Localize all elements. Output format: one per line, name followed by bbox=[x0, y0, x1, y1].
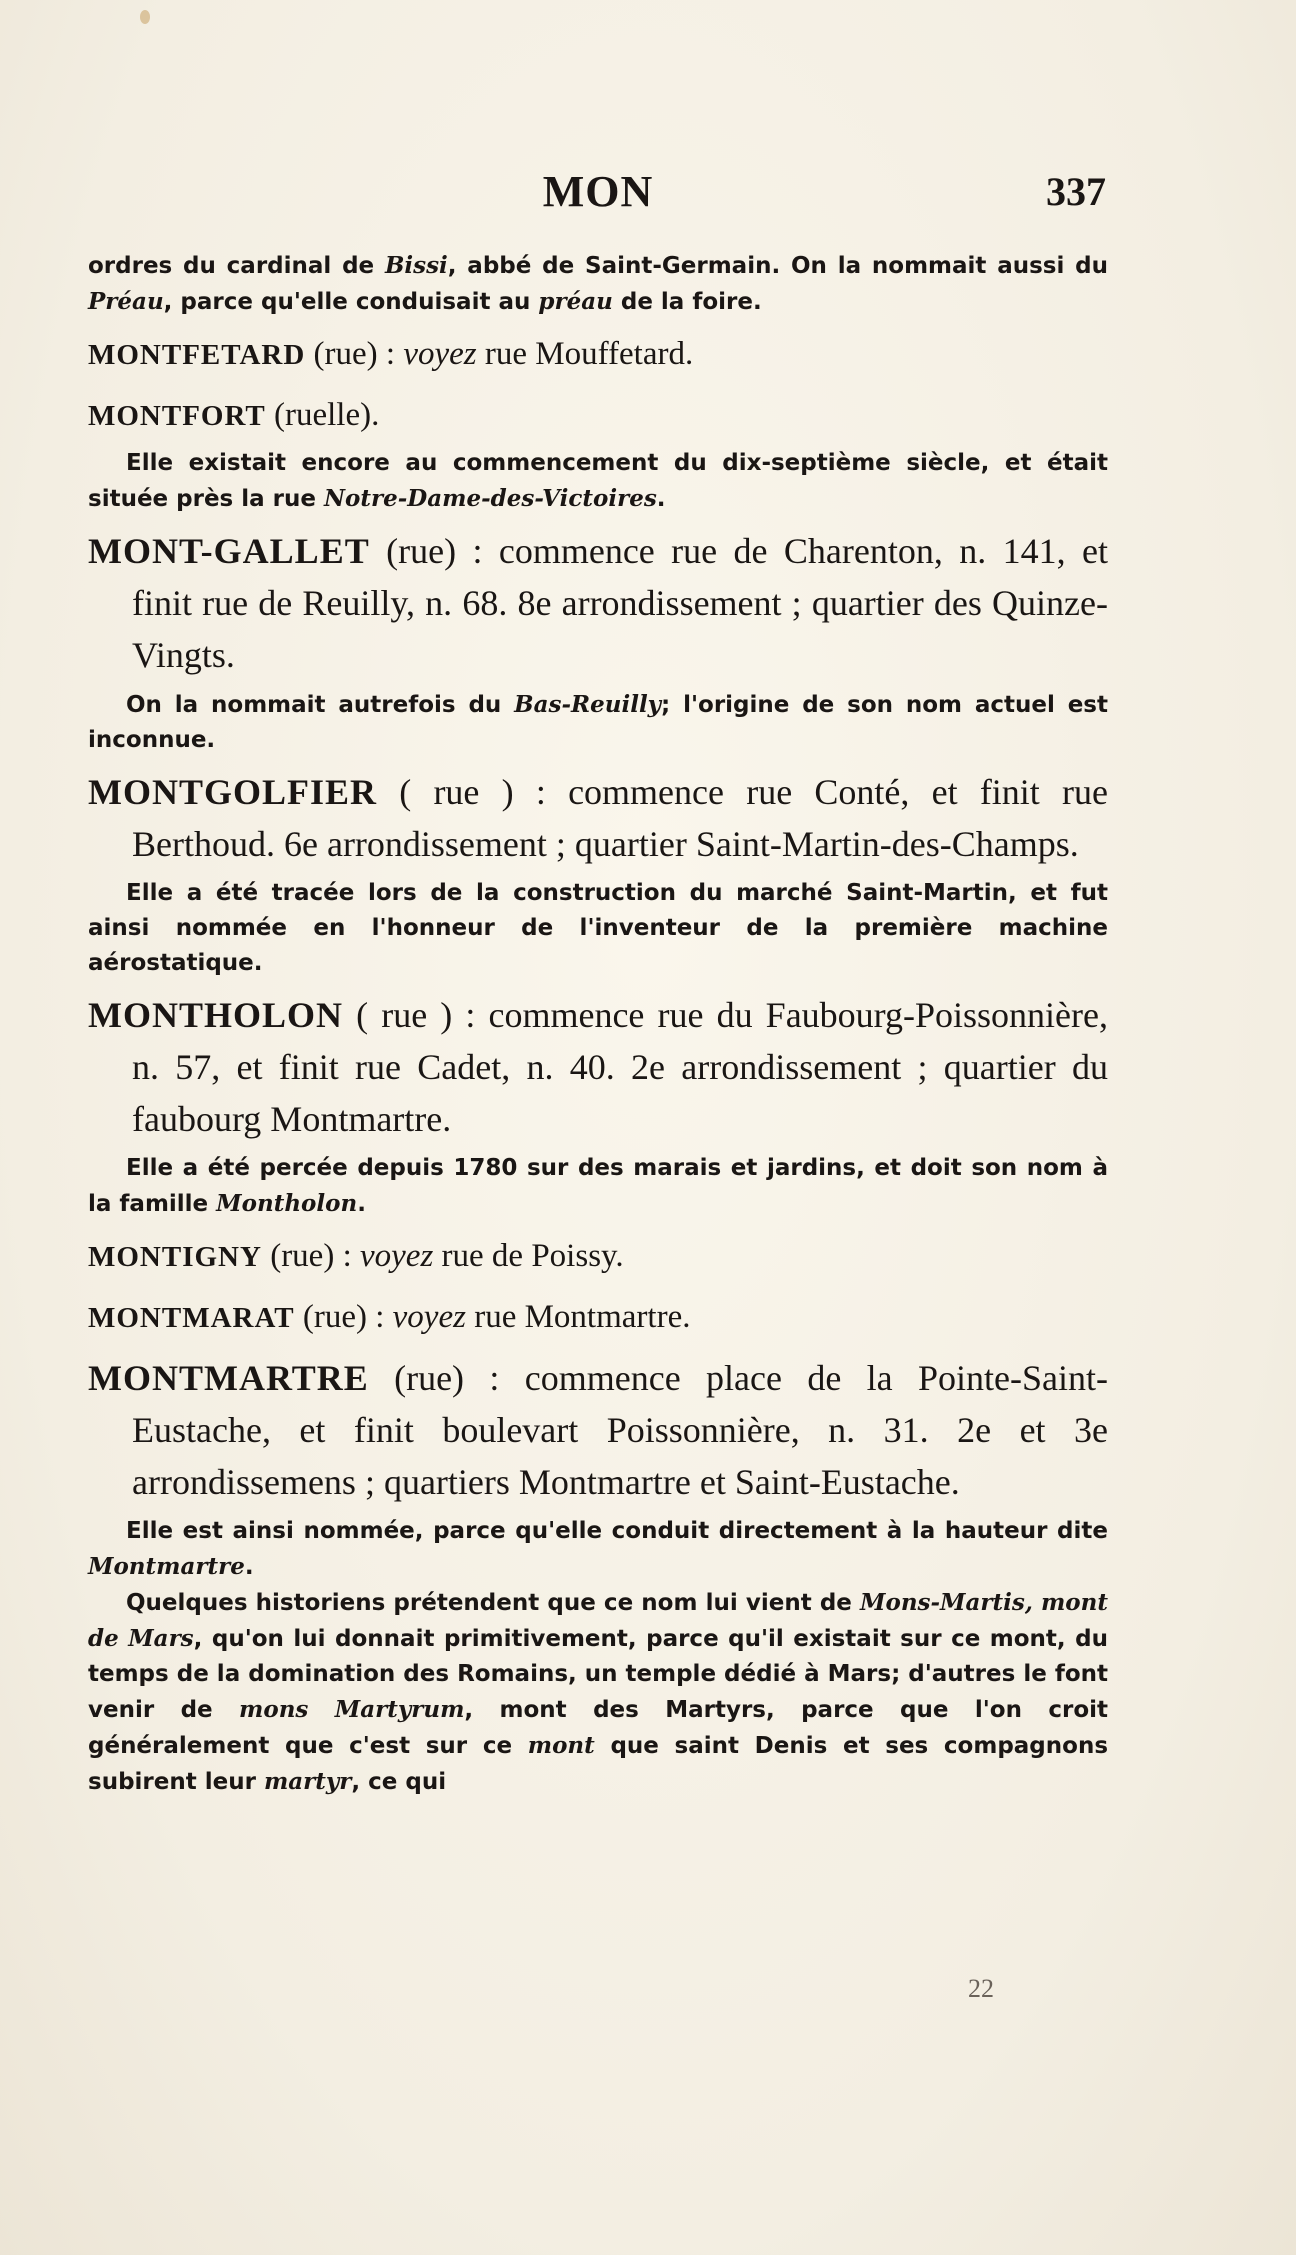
page-header bbox=[90, 166, 1106, 216]
entry-note: Quelques historiens prétendent que ce nom lui vient de Mons-Martis, mont de Mars, qu'on lui donnait primitivement, parce qu'il existait sur ce mont, du temps de la domination des Romains, un temple dédié à Mars; d'autres le font venir de mons Martyrum, mont des Martyrs, parce que l'on croit généralement que c'est sur ce mont que saint Denis et ses compagnons subirent leur martyr, ce qui bbox=[88, 1589, 1109, 1795]
entry-note: Elle est ainsi nommée, parce qu'elle conduit directement à la hauteur dite Montmartre. bbox=[88, 1518, 1108, 1580]
entry-key: MONTFORT bbox=[88, 400, 266, 432]
running-head: MON bbox=[542, 167, 654, 216]
entry-mont-gallet: MONT-GALLET (rue) : commence rue de Charenton, n. 141, et finit rue de Reuilly, n. 68. 8e arrondissement ; quartier des Quinze-Vingts. bbox=[88, 531, 1108, 675]
entry-note: On la nommait autrefois du Bas-Reuilly; l'origine de son nom actuel est inconnue. bbox=[88, 691, 1108, 753]
ink-spot bbox=[140, 10, 150, 24]
entry-note: Elle existait encore au commencement du dix-septième siècle, et était située près la rue Notre-Dame-des-Victoires. bbox=[88, 450, 1108, 512]
entry-key: MONTMARAT bbox=[88, 1302, 295, 1334]
entry-note: Elle a été percée depuis 1780 sur des marais et jardins, et doit son nom à la famille Montholon. bbox=[88, 1155, 1108, 1217]
continued-note: ordres du cardinal de Bissi, abbé de Saint-Germain. On la nommait aussi du Préau, parce qu'elle conduisait au préau de la foire. bbox=[88, 252, 1108, 315]
entry-montgolfier: MONTGOLFIER ( rue ) : commence rue Conté, et finit rue Berthoud. 6e arrondissement ; quartier Saint-Martin-des-Champs. bbox=[88, 772, 1108, 864]
entry-montmartre: MONTMARTRE (rue) : commence place de la Pointe-Saint-Eustache, et finit boulevart Poissonnière, n. 31. 2e et 3e arrondissemens ; quartiers Montmartre et Saint-Eustache. bbox=[88, 1358, 1108, 1502]
entry-note: Elle a été tracée lors de la construction du marché Saint-Martin, et fut ainsi nommée en l'honneur de l'inventeur de la première machine aérostatique. bbox=[88, 880, 1108, 976]
page-number: 337 bbox=[1046, 169, 1106, 214]
signature-mark: 22 bbox=[968, 1974, 994, 2003]
entry-key: MONTHOLON bbox=[88, 995, 344, 1035]
entry-montfetard: MONTFETARD (rue) : voyez rue Mouffetard. bbox=[88, 336, 694, 372]
entry-montmarat: MONTMARAT (rue) : voyez rue Montmartre. bbox=[88, 1299, 691, 1335]
entry-key: MONTMARTRE bbox=[88, 1358, 369, 1398]
entry-montholon: MONTHOLON ( rue ) : commence rue du Faubourg-Poissonnière, n. 57, et finit rue Cadet, n. 40. 2e arrondissement ; quartier du faubourg Montmartre. bbox=[88, 995, 1108, 1139]
entry-key: MONTGOLFIER bbox=[88, 772, 378, 812]
entry-key: MONTFETARD bbox=[88, 339, 306, 371]
entry-montigny: MONTIGNY (rue) : voyez rue de Poissy. bbox=[88, 1238, 624, 1274]
entry-montfort: MONTFORT (ruelle). bbox=[88, 397, 380, 433]
entry-key: MONT-GALLET bbox=[88, 531, 370, 571]
entry-key: MONTIGNY bbox=[88, 1241, 262, 1273]
dictionary-content bbox=[88, 248, 1108, 1800]
